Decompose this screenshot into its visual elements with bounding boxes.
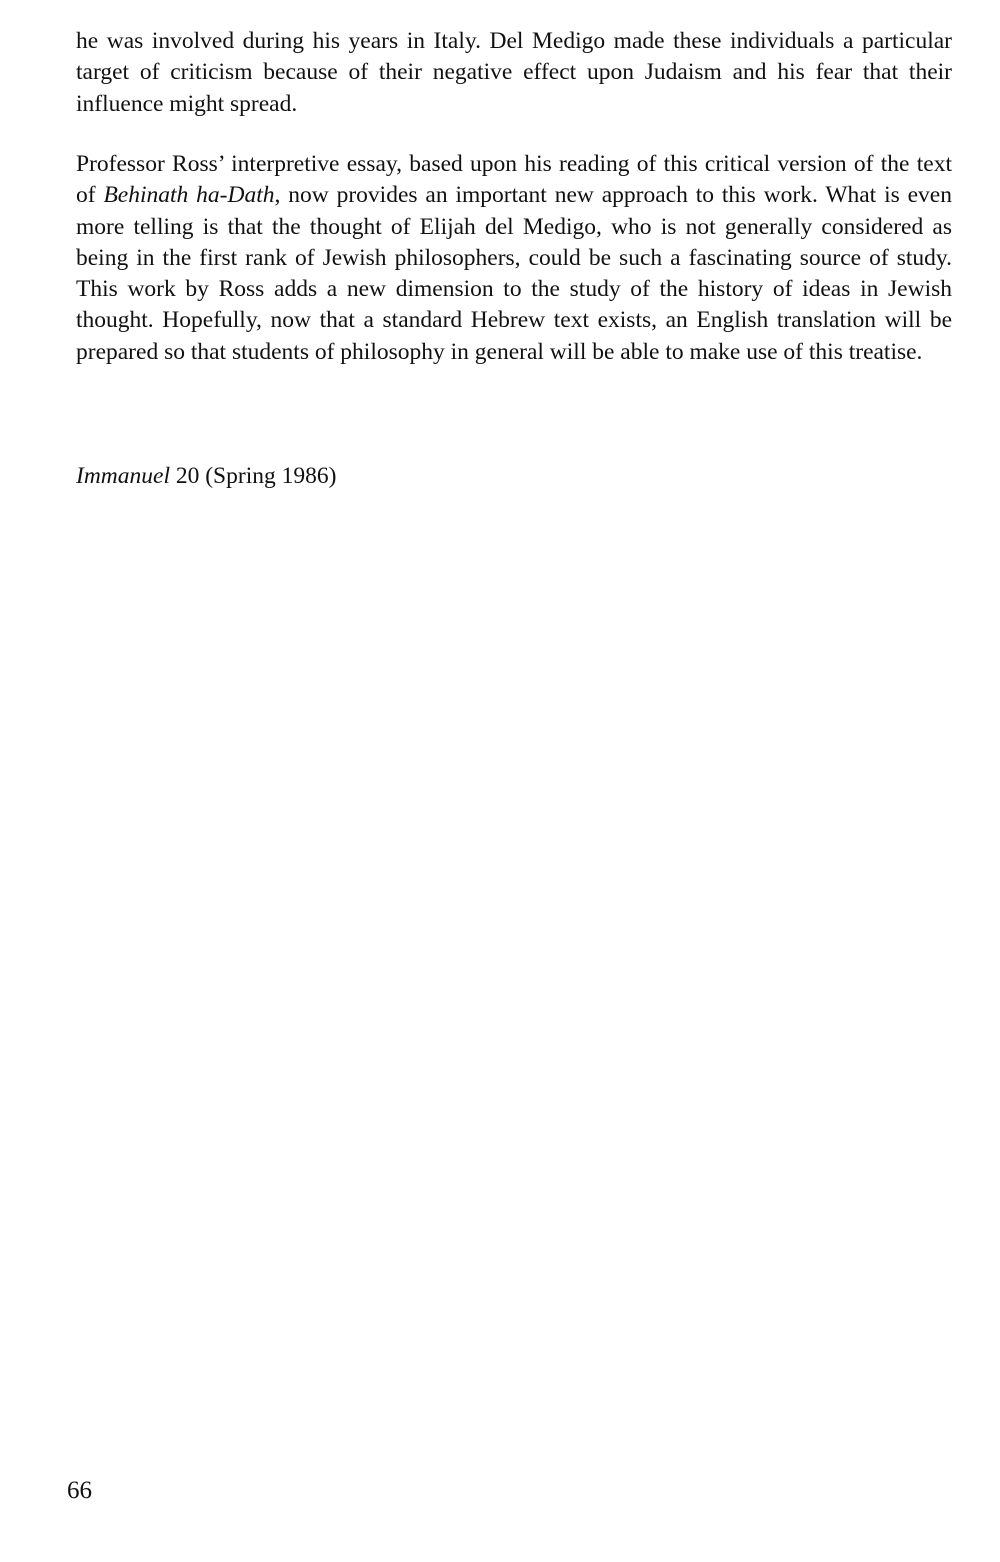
page-number: 66: [67, 1477, 92, 1504]
paragraph-2-text-start: Professor Ross’ interpretive essay, based upon his reading of this critical version of the text of: [76, 151, 952, 209]
journal-name: Immanuel: [76, 463, 170, 489]
journal-issue: 20 (Spring 1986): [169, 463, 337, 489]
book-title: Behinath ha-Dath: [103, 182, 275, 209]
paragraph-2-text-end: , now provides an important new approach to this work. What is even more telling is that the thought of Elijah del Medigo, who is not generally considered as being in the first rank of Jewish philosophers, could be such a fascinating source of study. This work by Ross adds a new dimension to the study of the history of ideas in Jewish thought. Hopefully, now that a standard Hebrew text exists, an English translation will be prepared so that students of philosophy in general will be able to make use of this treatise.: [76, 182, 952, 365]
journal-citation: [76, 461, 336, 492]
body-paragraph-1: he was involved during his years in Italy. Del Medigo made these individuals a particular target of criticism because of their negative effect upon Judaism and his fear that their influence might spread.: [76, 28, 952, 117]
body-paragraph-2: [76, 149, 952, 368]
